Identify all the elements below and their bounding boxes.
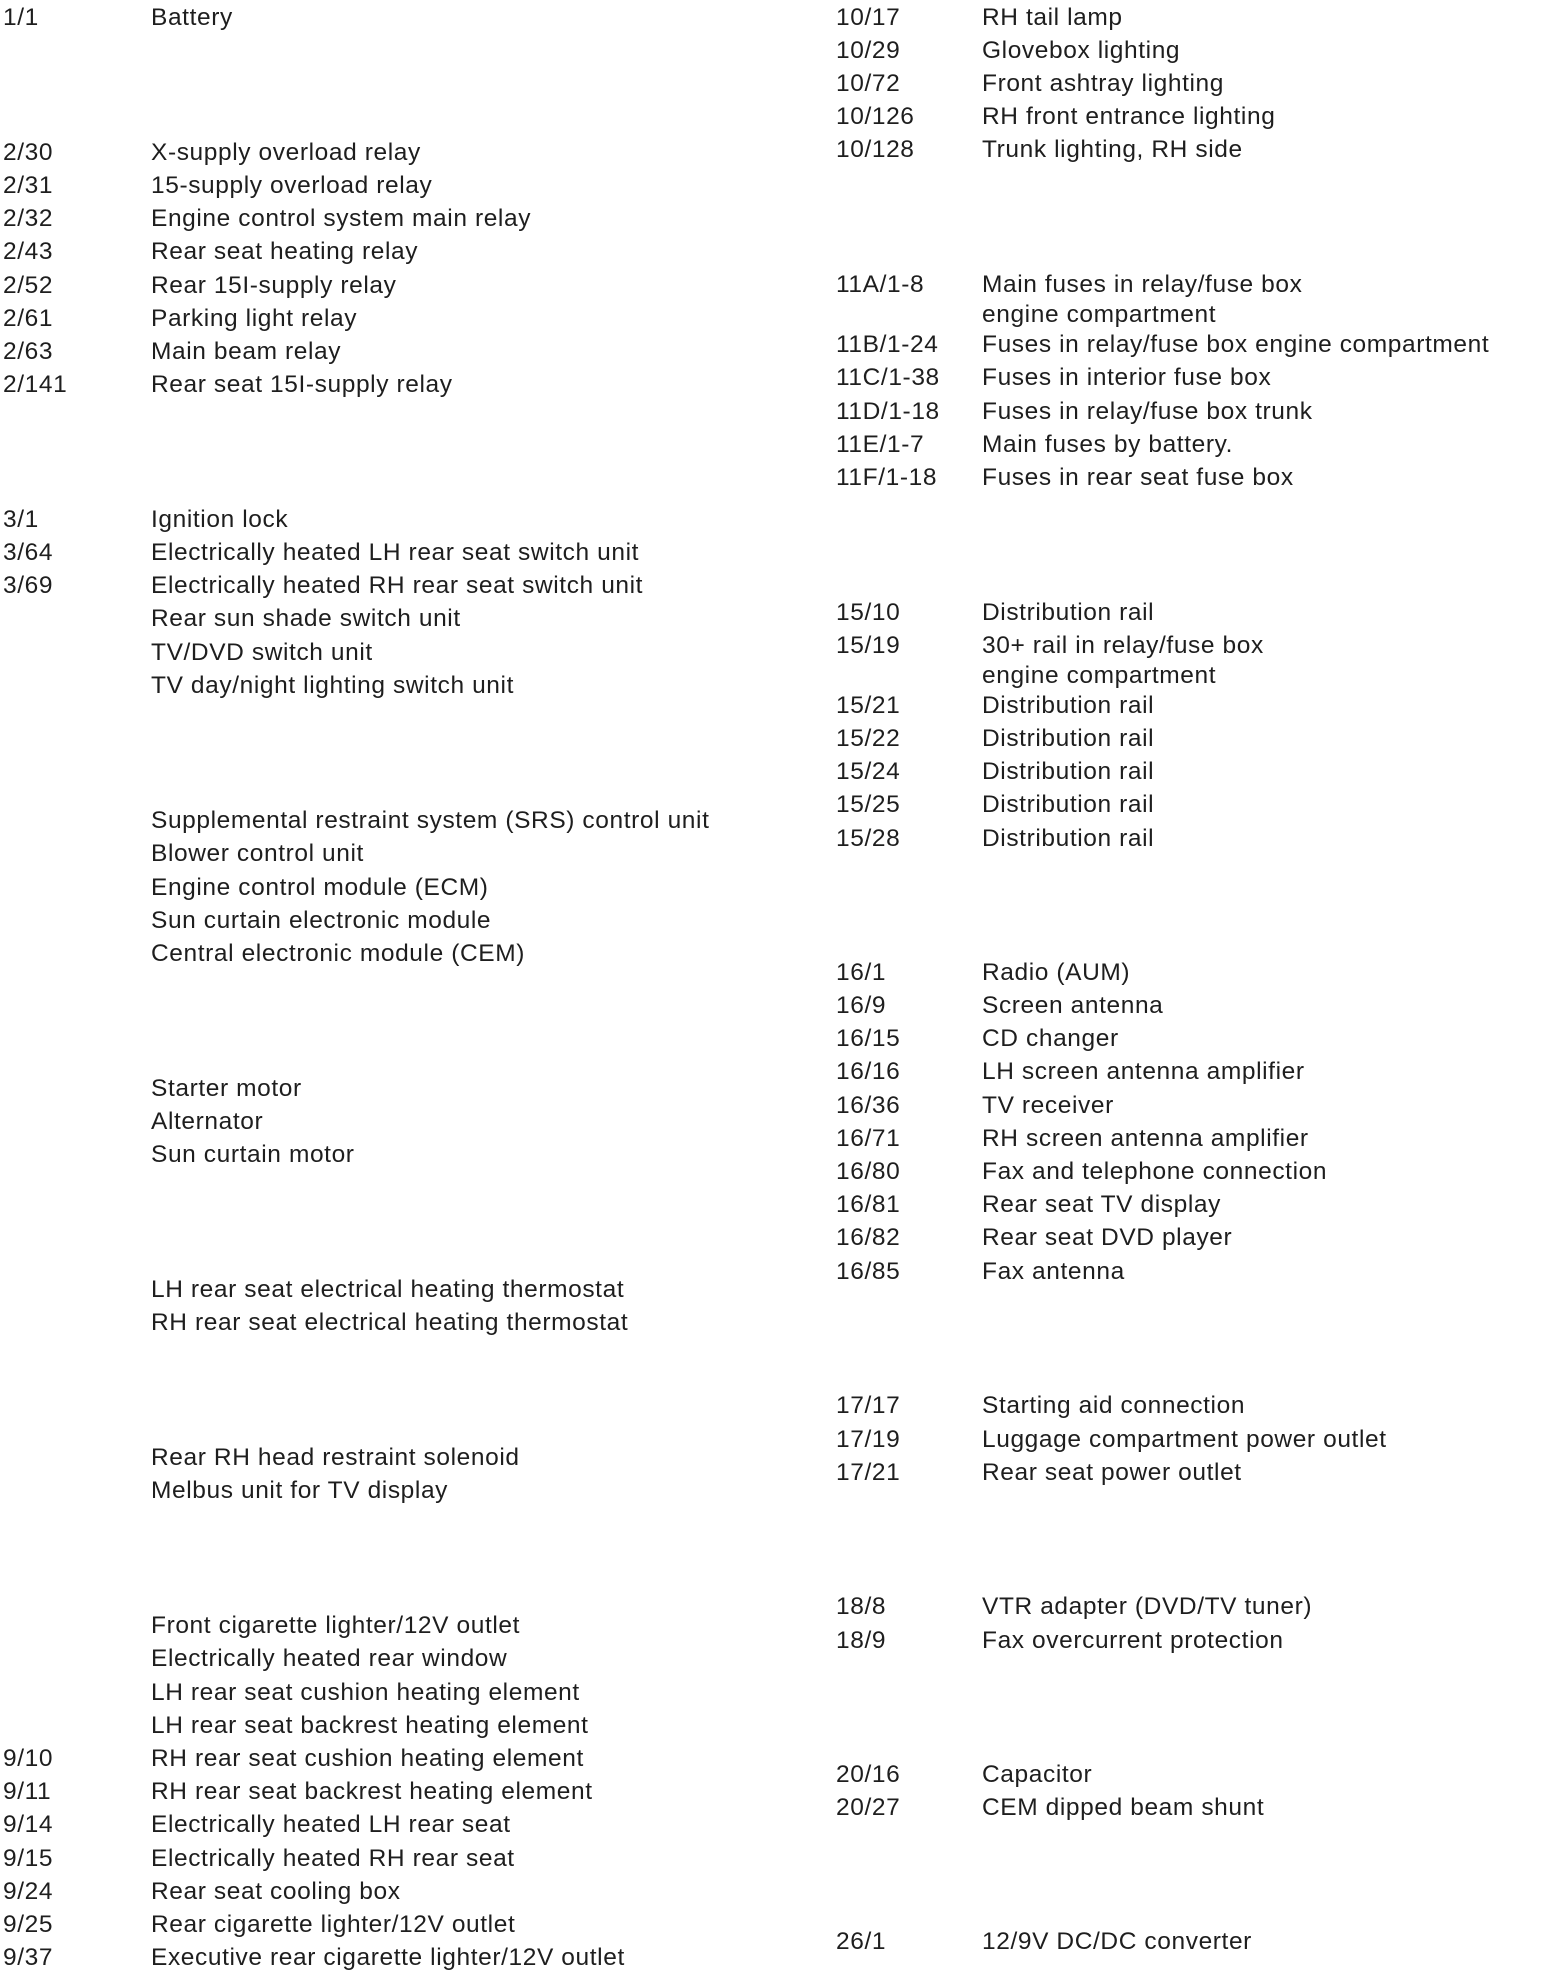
component-description [151,304,357,334]
component-code: 16/1 [836,959,887,986]
component-description [151,1308,628,1338]
component-description [151,370,453,400]
component-code: 3/64 [3,539,54,566]
component-description [151,138,421,168]
description-line: engine compartment [982,662,1217,689]
description-line: Rear seat 15I-supply relay [151,371,453,398]
description-line: Main fuses by battery. [982,431,1234,458]
description-line: Trunk lighting, RH side [982,136,1243,163]
description-line: CEM dipped beam shunt [982,1794,1265,1821]
component-code: 16/15 [836,1025,901,1052]
component-description [151,1943,625,1973]
description-line: Distribution rail [982,791,1155,818]
component-description [982,790,1154,820]
component-code: 9/15 [3,1845,54,1872]
component-code: 9/11 [3,1778,52,1805]
component-description [982,1091,1114,1121]
description-line: Alternator [151,1108,264,1135]
component-description [982,397,1313,427]
description-line: Fuses in relay/fuse box trunk [982,398,1313,425]
component-description [982,363,1271,393]
component-description [151,1107,263,1137]
component-description [982,1391,1245,1421]
description-line: Screen antenna [982,992,1164,1019]
component-description [982,757,1154,787]
description-line: Melbus unit for TV display [151,1477,449,1504]
description-line: RH rear seat cushion heating element [151,1745,584,1772]
component-code: 10/17 [836,4,901,31]
description-line: Ignition lock [151,506,289,533]
component-code: 10/29 [836,37,901,64]
component-description [151,337,341,367]
description-line: Fax antenna [982,1258,1125,1285]
component-description [982,1760,1092,1790]
description-line: RH rear seat backrest heating element [151,1778,593,1805]
component-code: 11D/1-18 [836,398,940,425]
description-line: VTR adapter (DVD/TV tuner) [982,1593,1313,1620]
component-code: 16/9 [836,992,887,1019]
component-code: 9/24 [3,1878,54,1905]
description-line: Rear seat TV display [982,1191,1221,1218]
component-code: 11B/1-24 [836,331,939,358]
component-description [982,1626,1284,1656]
component-code: 15/28 [836,825,901,852]
component-code: 16/36 [836,1092,901,1119]
component-code: 2/31 [3,172,54,199]
component-description [982,1257,1125,1287]
component-code: 10/72 [836,70,901,97]
component-description [151,638,373,668]
component-code: 15/22 [836,725,901,752]
component-description [982,1793,1264,1823]
description-line: Sun curtain motor [151,1141,355,1168]
component-code: 15/25 [836,791,901,818]
description-line: Distribution rail [982,692,1155,719]
component-code: 26/1 [836,1928,887,1955]
description-line: TV receiver [982,1092,1114,1119]
description-line: Distribution rail [982,758,1155,785]
description-line: Fax overcurrent protection [982,1627,1284,1654]
component-description [982,958,1130,988]
description-line: Executive rear cigarette lighter/12V outlet [151,1944,625,1971]
description-line: TV/DVD switch unit [151,639,373,666]
description-line: Starting aid connection [982,1392,1246,1419]
component-description [982,1157,1327,1187]
component-description [151,1810,511,1840]
component-code: 15/10 [836,599,901,626]
description-line: RH rear seat electrical heating thermostat [151,1309,629,1336]
component-code: 3/69 [3,572,54,599]
description-line: Distribution rail [982,599,1155,626]
description-line: Fuses in relay/fuse box engine compartment [982,331,1490,358]
component-description [151,271,396,301]
description-line: RH front entrance lighting [982,103,1276,130]
description-line: 12/9V DC/DC converter [982,1928,1252,1955]
component-description [151,538,639,568]
component-code: 10/126 [836,103,915,130]
description-line: Central electronic module (CEM) [151,940,525,967]
description-line: Rear cigarette lighter/12V outlet [151,1911,516,1938]
description-line: LH screen antenna amplifier [982,1058,1305,1085]
description-line: Engine control system main relay [151,205,532,232]
description-line: Luggage compartment power outlet [982,1426,1387,1453]
component-code: 10/128 [836,136,915,163]
component-description [982,1124,1309,1154]
component-code: 15/21 [836,692,901,719]
component-description [982,598,1154,628]
description-line: engine compartment [982,301,1217,328]
description-line: Main beam relay [151,338,342,365]
description-line: Electrically heated RH rear seat [151,1845,515,1872]
component-description [151,1476,448,1506]
component-description [151,1443,520,1473]
description-line: Engine control module (ECM) [151,874,489,901]
description-line: Capacitor [982,1761,1093,1788]
component-code: 20/16 [836,1761,901,1788]
component-description [982,102,1275,132]
component-code: 11A/1-8 [836,271,925,298]
description-line: LH rear seat backrest heating element [151,1712,589,1739]
component-description [151,1744,584,1774]
description-line: Fuses in interior fuse box [982,364,1272,391]
description-line: Rear seat heating relay [151,238,419,265]
component-description [151,237,418,267]
description-line: Glovebox lighting [982,37,1181,64]
description-line: RH screen antenna amplifier [982,1125,1309,1152]
description-line: Front cigarette lighter/12V outlet [151,1612,521,1639]
component-code: 9/37 [3,1944,54,1971]
description-line: Rear seat DVD player [982,1224,1233,1251]
description-line: Fax and telephone connection [982,1158,1328,1185]
component-description [982,1927,1252,1957]
description-line: Distribution rail [982,825,1155,852]
description-line: 30+ rail in relay/fuse box [982,632,1264,659]
description-line: Electrically heated rear window [151,1645,508,1672]
component-description [982,631,1264,691]
component-code: 1/1 [3,4,39,31]
component-description [982,1458,1242,1488]
description-line: LH rear seat cushion heating element [151,1679,580,1706]
component-code: 17/17 [836,1392,901,1419]
component-description [151,1074,302,1104]
component-description [151,604,461,634]
component-description [982,69,1224,99]
component-description [151,1611,520,1641]
component-code: 15/24 [836,758,901,785]
component-description [151,204,531,234]
component-description [151,1275,624,1305]
description-line: Rear sun shade switch unit [151,605,461,632]
component-description [151,571,643,601]
component-description [151,1777,593,1807]
description-line: Rear 15I-supply relay [151,272,397,299]
component-code: 2/30 [3,139,54,166]
description-line: Fuses in rear seat fuse box [982,464,1294,491]
component-description [982,1190,1221,1220]
description-line: Parking light relay [151,305,358,332]
component-description [982,724,1154,754]
component-code: 16/71 [836,1125,901,1152]
component-code: 2/32 [3,205,54,232]
description-line: Sun curtain electronic module [151,907,492,934]
component-description [151,1711,589,1741]
description-line: Blower control unit [151,840,364,867]
component-code: 3/1 [3,506,39,533]
component-description [982,430,1233,460]
component-description [982,691,1154,721]
component-description [151,1877,401,1907]
component-code: 11F/1-18 [836,464,938,491]
component-description [982,3,1123,33]
component-code: 2/141 [3,371,68,398]
description-line: X-supply overload relay [151,139,421,166]
component-description [982,330,1489,360]
component-description [982,36,1180,66]
component-description [151,906,491,936]
component-code: 18/9 [836,1627,887,1654]
component-description [151,1678,580,1708]
component-code: 15/19 [836,632,901,659]
component-description [982,991,1163,1021]
description-line: Front ashtray lighting [982,70,1224,97]
component-code: 18/8 [836,1593,887,1620]
component-description [982,135,1243,165]
component-code: 16/85 [836,1258,901,1285]
description-line: Electrically heated LH rear seat switch unit [151,539,640,566]
component-description [982,1425,1387,1455]
description-line: Rear seat power outlet [982,1459,1242,1486]
component-description [982,1223,1232,1253]
component-code: 20/27 [836,1794,901,1821]
component-code: 2/61 [3,305,54,332]
component-description [982,463,1294,493]
component-code: 9/10 [3,1745,54,1772]
component-description [982,1592,1312,1622]
component-description [151,1844,515,1874]
description-line: Battery [151,4,233,31]
component-description [151,806,709,836]
component-code: 2/43 [3,238,54,265]
description-line: Supplemental restraint system (SRS) control unit [151,807,710,834]
description-line: Main fuses in relay/fuse box [982,271,1303,298]
description-line: 15-supply overload relay [151,172,433,199]
component-description [151,1910,515,1940]
component-code: 16/81 [836,1191,901,1218]
description-line: Rear seat cooling box [151,1878,401,1905]
component-description [982,824,1154,854]
component-code: 16/80 [836,1158,901,1185]
component-code: 11E/1-7 [836,431,925,458]
component-code: 9/25 [3,1911,54,1938]
component-description [151,3,233,33]
component-code: 17/21 [836,1459,901,1486]
component-code: 2/52 [3,272,54,299]
component-code: 16/82 [836,1224,901,1251]
component-description [151,1140,355,1170]
description-line: RH tail lamp [982,4,1123,31]
component-description [982,1024,1119,1054]
description-line: Electrically heated LH rear seat [151,1811,511,1838]
description-line: CD changer [982,1025,1119,1052]
description-line: Rear RH head restraint solenoid [151,1444,520,1471]
description-line: Electrically heated RH rear seat switch unit [151,572,644,599]
component-code: 17/19 [836,1426,901,1453]
component-code: 9/14 [3,1811,54,1838]
component-description [982,270,1302,330]
component-description [151,873,489,903]
component-description [982,1057,1305,1087]
description-line: Distribution rail [982,725,1155,752]
component-code: 2/63 [3,338,54,365]
component-description [151,505,288,535]
description-line: Starter motor [151,1075,302,1102]
component-code: 16/16 [836,1058,901,1085]
description-line: TV day/night lighting switch unit [151,672,514,699]
component-description [151,671,514,701]
description-line: LH rear seat electrical heating thermostat [151,1276,625,1303]
component-description [151,171,432,201]
component-description [151,939,525,969]
component-description [151,1644,507,1674]
description-line: Radio (AUM) [982,959,1131,986]
component-code: 11C/1-38 [836,364,940,391]
component-description [151,839,364,869]
